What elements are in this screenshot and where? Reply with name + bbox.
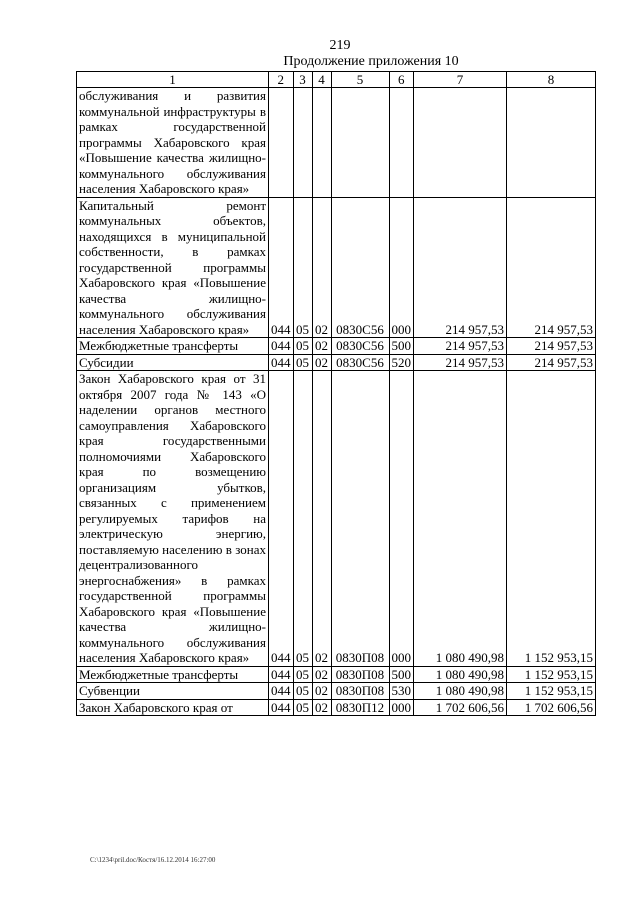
row-name: Капитальный ремонт коммунальных объектов, находящихся в муниципальной собственности, в рамках государственной программы Хабаровского края «Повышение качества жилищно-коммунального обслуживания населения Хабаровского края» xyxy=(77,197,269,338)
table-row xyxy=(77,338,596,355)
cell-section-code xyxy=(293,88,312,198)
footer-file-path: C:\1234\pril.doc/Костя/16.12.2014 16:27:00 xyxy=(90,856,216,864)
cell-ministry-code: 044 xyxy=(269,683,294,700)
table-row xyxy=(77,88,596,198)
column-header: 3 xyxy=(293,72,312,88)
cell-target-code xyxy=(331,88,389,198)
column-header: 7 xyxy=(414,72,507,88)
table-row xyxy=(77,354,596,371)
cell-section-code: 05 xyxy=(293,354,312,371)
table-row xyxy=(77,197,596,338)
cell-ministry-code: 044 xyxy=(269,371,294,667)
cell-ministry-code: 044 xyxy=(269,699,294,716)
cell-expense-type: 000 xyxy=(389,699,414,716)
cell-amount-year1: 1 702 606,56 xyxy=(414,699,507,716)
cell-amount-year1: 1 080 490,98 xyxy=(414,666,507,683)
cell-amount-year2: 1 152 953,15 xyxy=(507,666,596,683)
row-name: Межбюджетные трансферты xyxy=(77,338,269,355)
column-header: 2 xyxy=(269,72,294,88)
cell-subsection-code: 02 xyxy=(312,683,331,700)
cell-amount-year2: 1 152 953,15 xyxy=(507,683,596,700)
cell-expense-type: 000 xyxy=(389,371,414,667)
cell-section-code: 05 xyxy=(293,666,312,683)
row-name: Закон Хабаровского края от 31 октября 2007 года № 143 «О наделении органов местного самоуправления Хабаровского края государственными полномочиями Хабаровского края по возмещению организациям убытков, связанных с применением регулируемых тарифов на электрическую энергию, поставляемую населению в зонах децентрализованного энергоснабжения» в рамках государственной программы Хабаровского края «Повышение качества жилищно-коммунального обслуживания населения Хабаровского края» xyxy=(77,371,269,667)
cell-expense-type: 500 xyxy=(389,666,414,683)
row-name: Субвенции xyxy=(77,683,269,700)
cell-subsection-code: 02 xyxy=(312,699,331,716)
row-name: Закон Хабаровского края от xyxy=(77,699,269,716)
cell-section-code: 05 xyxy=(293,197,312,338)
cell-ministry-code: 044 xyxy=(269,338,294,355)
cell-ministry-code: 044 xyxy=(269,197,294,338)
column-header: 8 xyxy=(507,72,596,88)
column-header: 6 xyxy=(389,72,414,88)
table-row xyxy=(77,683,596,700)
cell-target-code: 0830П08 xyxy=(331,683,389,700)
cell-section-code: 05 xyxy=(293,371,312,667)
cell-subsection-code: 02 xyxy=(312,371,331,667)
cell-amount-year2: 214 957,53 xyxy=(507,197,596,338)
cell-subsection-code: 02 xyxy=(312,338,331,355)
cell-subsection-code xyxy=(312,88,331,198)
cell-amount-year1: 214 957,53 xyxy=(414,354,507,371)
cell-amount-year2: 214 957,53 xyxy=(507,338,596,355)
column-header: 1 xyxy=(77,72,269,88)
row-name: Межбюджетные трансферты xyxy=(77,666,269,683)
cell-section-code: 05 xyxy=(293,699,312,716)
cell-ministry-code xyxy=(269,88,294,198)
cell-amount-year1: 1 080 490,98 xyxy=(414,683,507,700)
cell-target-code: 0830П08 xyxy=(331,666,389,683)
cell-expense-type: 530 xyxy=(389,683,414,700)
cell-amount-year2: 214 957,53 xyxy=(507,354,596,371)
column-header: 5 xyxy=(331,72,389,88)
cell-amount-year1: 214 957,53 xyxy=(414,338,507,355)
cell-target-code: 0830П08 xyxy=(331,371,389,667)
cell-amount-year1: 214 957,53 xyxy=(414,197,507,338)
budget-table xyxy=(76,71,596,716)
row-name: Субсидии xyxy=(77,354,269,371)
cell-subsection-code: 02 xyxy=(312,197,331,338)
header-row xyxy=(77,72,596,88)
table-row xyxy=(77,371,596,667)
cell-section-code: 05 xyxy=(293,683,312,700)
page-number: 219 xyxy=(329,38,351,53)
cell-target-code: 0830П12 xyxy=(331,699,389,716)
cell-section-code: 05 xyxy=(293,338,312,355)
row-name: обслуживания и развития коммунальной инфраструктуры в рамках государственной программы Хабаровского края «Повышение качества жилищно-коммунального обслуживания населения Хабаровского края» xyxy=(77,88,269,198)
cell-ministry-code: 044 xyxy=(269,666,294,683)
cell-subsection-code: 02 xyxy=(312,666,331,683)
cell-expense-type: 520 xyxy=(389,354,414,371)
cell-amount-year2: 1 152 953,15 xyxy=(507,371,596,667)
cell-target-code: 0830С56 xyxy=(331,197,389,338)
column-header: 4 xyxy=(312,72,331,88)
cell-expense-type xyxy=(389,88,414,198)
cell-expense-type: 500 xyxy=(389,338,414,355)
cell-amount-year1: 1 080 490,98 xyxy=(414,371,507,667)
cell-ministry-code: 044 xyxy=(269,354,294,371)
cell-amount-year1 xyxy=(414,88,507,198)
table-row xyxy=(77,699,596,716)
cell-amount-year2 xyxy=(507,88,596,198)
cell-subsection-code: 02 xyxy=(312,354,331,371)
cell-target-code: 0830С56 xyxy=(331,354,389,371)
table-row xyxy=(77,666,596,683)
cell-target-code: 0830С56 xyxy=(331,338,389,355)
cell-expense-type: 000 xyxy=(389,197,414,338)
continuation-title: Продолжение приложения 10 xyxy=(283,54,459,69)
cell-amount-year2: 1 702 606,56 xyxy=(507,699,596,716)
